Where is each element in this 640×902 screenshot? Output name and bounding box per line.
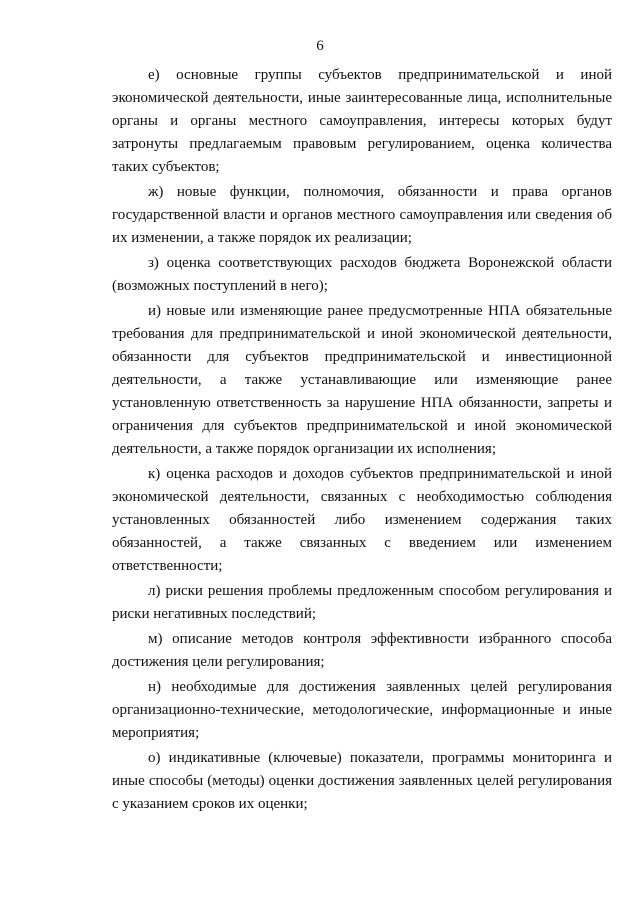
paragraph-line: з) оценка соответствующих расходов бюджета Воронежской области xyxy=(148,255,612,271)
list-item-paragraph xyxy=(112,463,612,578)
paragraph-line: е) основные группы субъектов предпринимательской и иной xyxy=(148,67,612,83)
paragraph-line: экономической деятельности, связанных с необходимостью соблюдения xyxy=(112,489,612,505)
list-item-paragraph xyxy=(112,181,612,250)
paragraph-line: установленных обязанностей либо изменением содержания таких xyxy=(112,512,612,528)
paragraph-line: иные способы (методы) оценки достижения заявленных целей регулирования xyxy=(112,773,612,789)
list-item-paragraph xyxy=(112,580,612,626)
list-item-paragraph xyxy=(112,300,612,461)
paragraph-line: таких субъектов; xyxy=(112,159,220,175)
paragraph-line: ж) новые функции, полномочия, обязанности и права органов xyxy=(148,184,612,200)
document-body xyxy=(112,64,612,818)
paragraph-line: мероприятия; xyxy=(112,725,200,741)
paragraph-line: обязанности для субъектов предпринимательской и инвестиционной xyxy=(112,349,612,365)
paragraph-line: деятельности, а также устанавливающие или изменяющие ранее xyxy=(112,372,612,388)
list-item-paragraph xyxy=(112,252,612,298)
page-number: 6 xyxy=(316,38,324,54)
paragraph-line: установленную ответственность за нарушение НПА обязанности, запреты и xyxy=(112,395,612,411)
paragraph-line: деятельности, а также порядок организации их исполнения; xyxy=(112,441,496,457)
list-item-paragraph xyxy=(112,676,612,745)
paragraph-line: о) индикативные (ключевые) показатели, программы мониторинга и xyxy=(148,750,612,766)
paragraph-line: риски негативных последствий; xyxy=(112,606,317,622)
paragraph-line: м) описание методов контроля эффективности избранного способа xyxy=(148,631,612,647)
list-item-paragraph xyxy=(112,64,612,179)
paragraph-line: обязанностей, а также связанных с введением или изменением xyxy=(112,535,612,551)
paragraph-line: государственной власти и органов местного самоуправления или сведения об xyxy=(112,207,612,223)
paragraph-line: ответственности; xyxy=(112,558,223,574)
paragraph-line: к) оценка расходов и доходов субъектов предпринимательской и иной xyxy=(148,466,612,482)
paragraph-line: и) новые или изменяющие ранее предусмотренные НПА обязательные xyxy=(148,303,612,319)
list-item-paragraph xyxy=(112,628,612,674)
paragraph-line: экономической деятельности, иные заинтересованные лица, исполнительные xyxy=(112,90,612,106)
paragraph-line: с указанием сроков их оценки; xyxy=(112,796,308,812)
paragraph-line: органы и органы местного самоуправления, интересы которых будут xyxy=(112,113,612,129)
paragraph-line: организационно-технические, методологические, информационные и иные xyxy=(112,702,612,718)
paragraph-line: л) риски решения проблемы предложенным способом регулирования и xyxy=(148,583,612,599)
paragraph-line: ограничения для субъектов предпринимательской и иной экономической xyxy=(112,418,612,434)
paragraph-line: требования для предпринимательской и иной экономической деятельности, xyxy=(112,326,612,342)
paragraph-line: (возможных поступлений в него); xyxy=(112,278,328,294)
list-item-paragraph xyxy=(112,747,612,816)
paragraph-line: достижения цели регулирования; xyxy=(112,654,325,670)
paragraph-line: затронуты предлагаемым правовым регулированием, оценка количества xyxy=(112,136,612,152)
paragraph-line: н) необходимые для достижения заявленных целей регулирования xyxy=(148,679,612,695)
paragraph-line: их изменении, а также порядок их реализации; xyxy=(112,230,412,246)
